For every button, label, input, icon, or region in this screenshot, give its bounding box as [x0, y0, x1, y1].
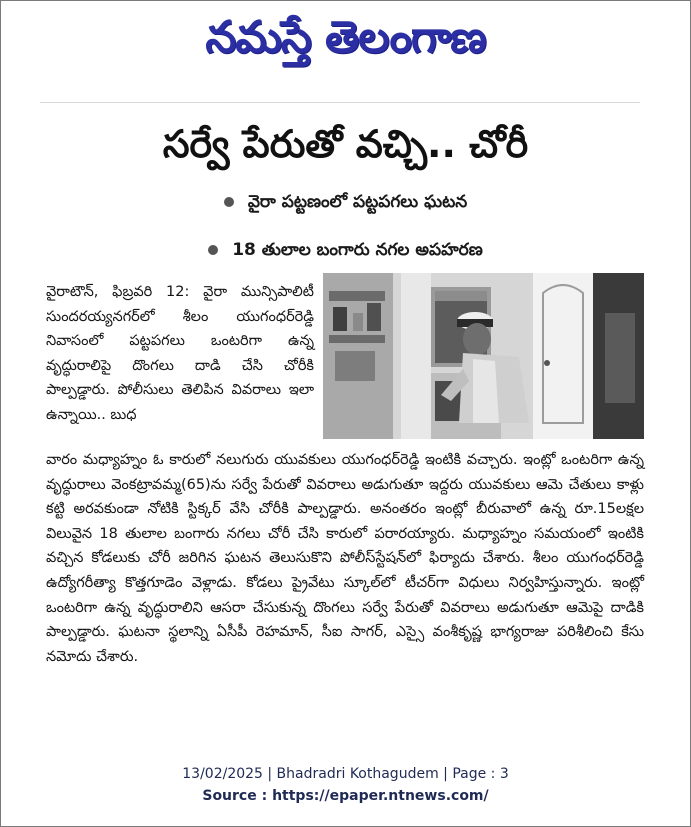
article-headline: సర్వే పేరుతో వచ్చి.. చోరీ — [162, 122, 529, 166]
footer-meta: 13/02/2025 | Bhadradri Kothagudem | Page : 3 — [182, 766, 509, 782]
police-inspection-photo-icon — [323, 273, 644, 439]
lead-paragraph: వైరాటౌన్, ఫిబ్రవరి 12: వైరా మున్సిపాలిటీ సుందరయ్యనగర్‌లో శీలం యుగంధర్‌రెడ్డి నివాసంలో పట్టపగలు ఒంటరిగా ఉన్న వృద్ధురాలిపై దొంగలు దాడి చేసి చోరీకి పాల్పడ్డారు. పోలీసులు తెలిపిన వివరాలు ఇలా ఉన్నాయి.. బుధ — [46, 284, 314, 423]
subheading-2-text: 18 తులాల బంగారు నగల అపహరణ — [232, 240, 483, 260]
article-photo — [323, 273, 644, 439]
subheading-1 — [0, 190, 691, 214]
masthead — [0, 0, 691, 86]
divider — [40, 102, 640, 103]
subheading-2 — [0, 238, 691, 262]
footer-source[interactable]: Source : https://epaper.ntnews.com/ — [202, 788, 489, 804]
article-body: వారం మధ్యాహ్నం ఓ కారులో నలుగురు యువకులు యుగంధర్‌రెడ్డి ఇంటికి వచ్చారు. ఇంట్లో ఒంటరిగా ఉన్న వృద్ధురాలు వెంకట్రావమ్మ(65)ను సర్వే పేరుతో వివరాలు అడుగుతూ ఇద్దరు యువకులు ఆమె చేతులు కాళ్లు కట్టి అరవకుండా నోటికి స్టిక్కర్ వేసి చోరీకి పాల్పడ్డారు. అనంతరం ఇంట్లో బీరువాలో ఉన్న రూ.15లక్షల విలువైన 18 తులాల బంగారు నగలు చోరీ చేసి కారులో పరారయ్యారు. మధ్యాహ్నం సమయంలో ఇంటికి వచ్చిన కోడలుకు చోరీ జరిగిన ఘటన తెలుసుకొని పోలీస్‌స్టేషన్‌లో ఫిర్యాదు చేశారు. శీలం యుగంధర్‌రెడ్డి ఉద్యోగరీత్యా కొత్తగూడెం వెళ్లాడు. కోడలు ప్రైవేటు స్కూల్‌లో టీచర్‌గా విధులు నిర్వహిస్తున్నారు. ఇంట్లో ఒంటరిగా ఉన్న వృద్ధురాలిని ఆసరా చేసుకున్న దొంగలు సర్వే పేరుతో వివరాలు అడుగుతూ ఆమెపై దాడికి పాల్పడ్డారు. ఘటనా స్థలాన్ని ఏసీపీ రెహమాన్, సీఐ సాగర్, ఎస్సై వంశీకృష్ణ భాగ్యరాజు పరిశీలించి కేసు నమోదు చేశారు. — [46, 452, 644, 665]
newspaper-logo: నమస్తే తెలంగాణ — [205, 12, 486, 63]
subheading-1-text: వైరా పట్టణంలో పట్టపగలు ఘటన — [247, 192, 468, 212]
bullet-icon — [224, 197, 234, 207]
bullet-icon — [208, 245, 218, 255]
